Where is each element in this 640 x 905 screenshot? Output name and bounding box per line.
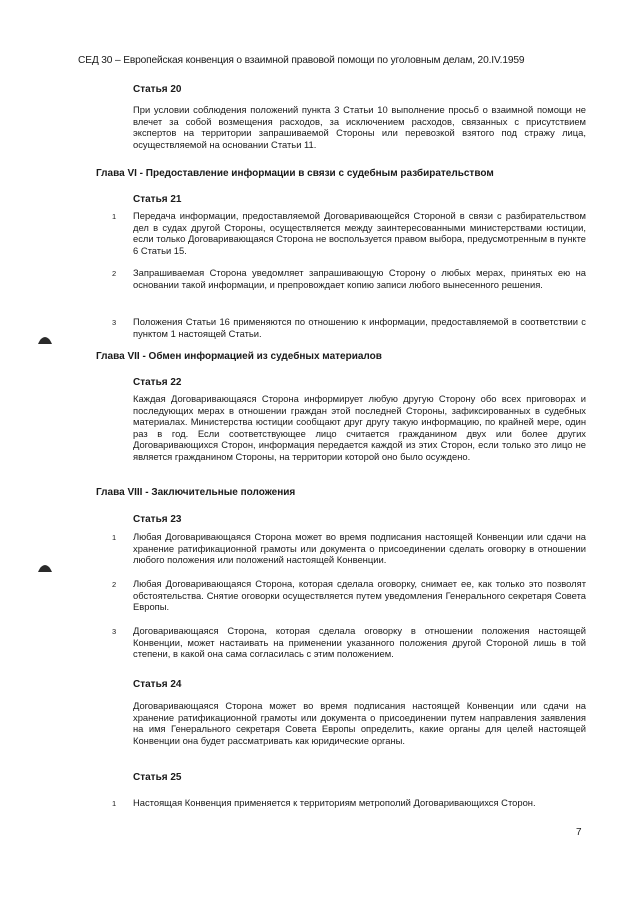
article-25-title: Статья 25 <box>133 772 182 783</box>
item-number: 3 <box>112 318 117 327</box>
chapter-6-heading: Глава VI - Предоставление информации в связи с судебным разбирательством <box>96 168 494 179</box>
item-number: 1 <box>112 212 117 221</box>
article-21-item-2: Запрашиваемая Сторона уведомляет запрашивающую Сторону о любых мерах, принятых ею на основании такой информации, и препровождает копию записи любого вынесенного решения. <box>133 267 586 290</box>
article-20-text: При условии соблюдения положений пункта 3 Статьи 10 выполнение просьб о взаимной помощи не влечет за собой возмещения расходов, за исключением расходов, связанных с присутствием экспертов на территории запрашиваемой Стороны или перевозкой взятого под стражу лица, осуществляемой на основании Статьи 11. <box>133 104 586 150</box>
item-number: 1 <box>112 533 117 542</box>
article-24-title: Статья 24 <box>133 679 182 690</box>
item-number: 3 <box>112 627 117 636</box>
article-21-item-1: Передача информации, предоставляемой Договаривающейся Стороной в связи с разбирательством дел в судах другой Стороны, осуществляется между заинтересованными министерствами юстиции, если только Договаривающаяся Сторона не воспользуется правом выбора, предусмотренным в пункте 6 Статьи 15. <box>133 210 586 256</box>
punch-hole-mark <box>38 565 52 572</box>
page-number: 7 <box>576 827 582 838</box>
article-21-title: Статья 21 <box>133 194 182 205</box>
item-number: 2 <box>112 580 117 589</box>
page-header: СЕД 30 – Европейская конвенция о взаимной правовой помощи по уголовным делам, 20.IV.1959 <box>78 55 525 66</box>
item-number: 2 <box>112 269 117 278</box>
article-24-text: Договаривающаяся Сторона может во время подписания настоящей Конвенции или сдачи на хранение ратификационной грамоты или документа о присоединении путем направления заявления на имя Генерального секретаря Совета Европы определить, какие органы для целей настоящей Конвенции она будет рассматривать как юридические органы. <box>133 700 586 746</box>
punch-hole-mark <box>38 337 52 344</box>
article-22-text: Каждая Договаривающаяся Сторона информирует любую другую Сторону обо всех приговорах и последующих мерах в отношении граждан этой последней Стороны, зафиксированных в судебных материалах. Министерства юстиции сообщают друг другу такую информацию, по крайней мере, один раз в год. Если соответствующее лицо считается гражданином двух или более других Договаривающихся Сторон, информация передается каждой из этих Сторон, если только это лицо не является гражданином Стороны, на территории которой оно было осуждено. <box>133 393 586 462</box>
article-23-title: Статья 23 <box>133 514 182 525</box>
item-number: 1 <box>112 799 117 808</box>
article-21-item-3: Положения Статьи 16 применяются по отношению к информации, предоставляемой в соответствии с пунктом 1 настоящей Статьи. <box>133 316 586 339</box>
article-23-item-2: Любая Договаривающаяся Сторона, которая сделала оговорку, снимает ее, как только это позволят обстоятельства. Снятие оговорки осуществляется путем уведомления Генерального секретаря Совета Европы. <box>133 578 586 613</box>
article-20-title: Статья 20 <box>133 84 182 95</box>
article-23-item-3: Договаривающаяся Сторона, которая сделала оговорку в отношении положения настоящей Конвенции, может настаивать на применении указанного положения другой Стороной лишь в той степени, в какой она сама согласилась с этим положением. <box>133 625 586 660</box>
article-23-item-1: Любая Договаривающаяся Сторона может во время подписания настоящей Конвенции или сдачи на хранение ратификационной грамоты или документа о присоединении сделать оговорку в отношении любого положения или положений настоящей Конвенции. <box>133 531 586 566</box>
chapter-7-heading: Глава VII - Обмен информацией из судебных материалов <box>96 351 382 362</box>
article-25-item-1: Настоящая Конвенция применяется к территориям метрополий Договаривающихся Сторон. <box>133 797 536 808</box>
article-22-title: Статья 22 <box>133 377 182 388</box>
chapter-8-heading: Глава VIII - Заключительные положения <box>96 487 296 498</box>
